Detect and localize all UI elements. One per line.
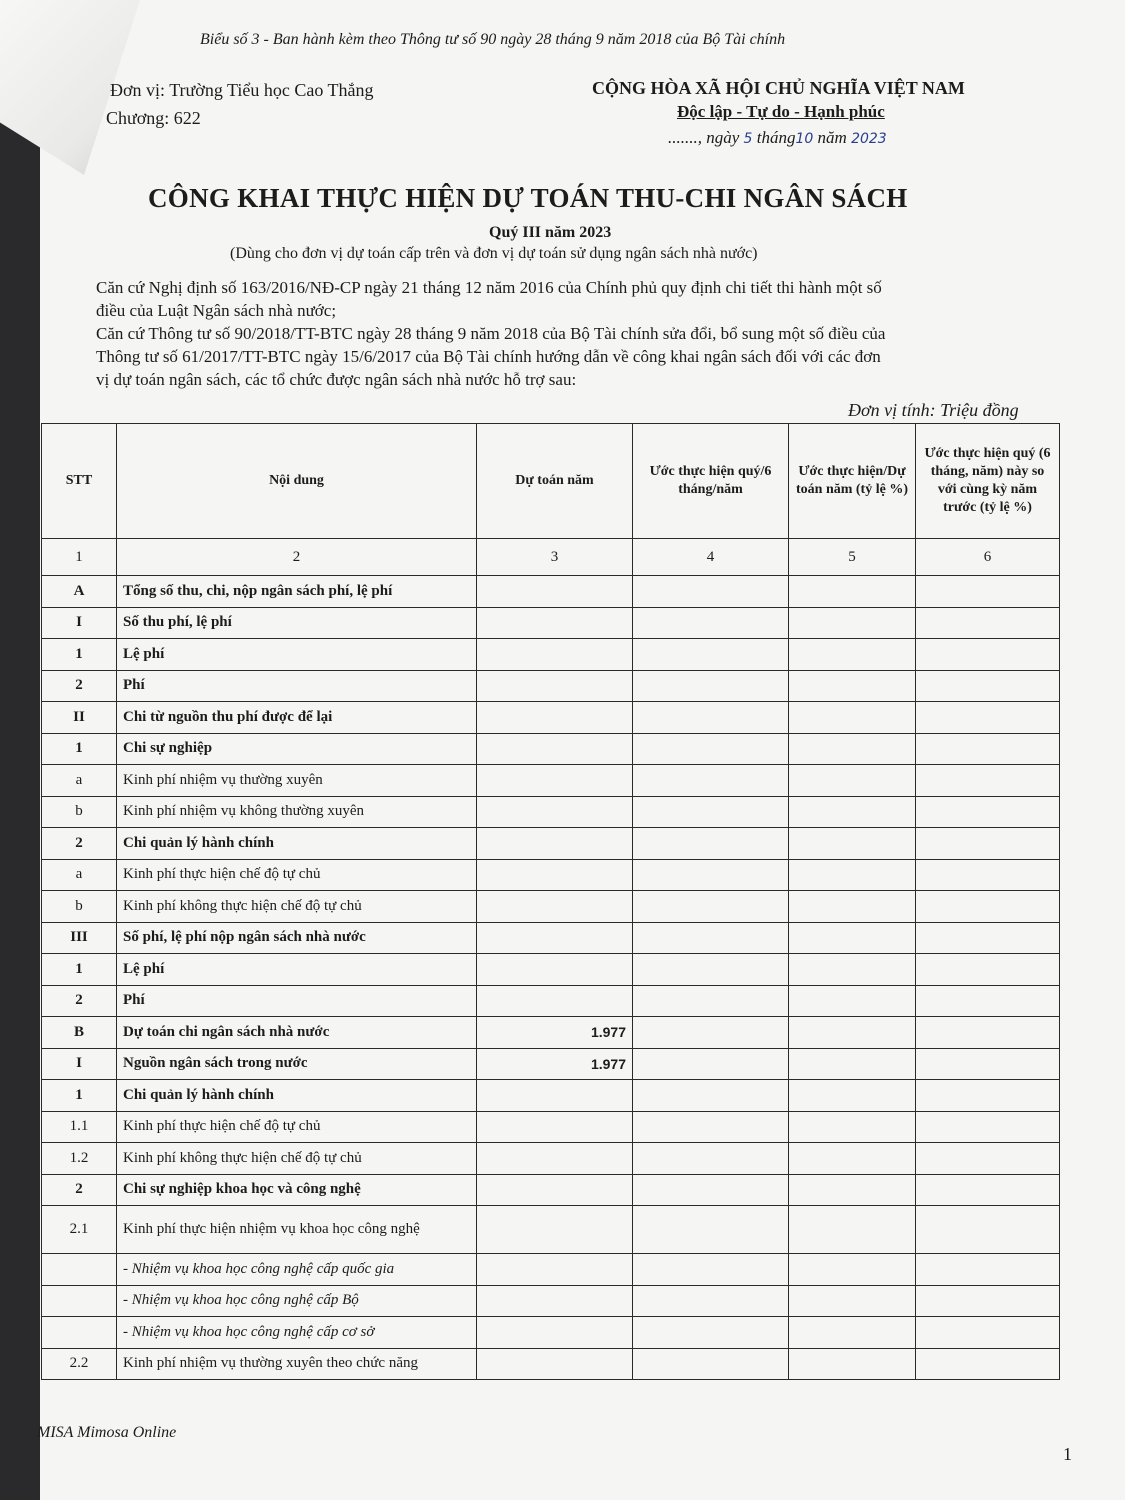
row-estimated-execution bbox=[633, 891, 789, 923]
motto: Độc lập - Tự do - Hạnh phúc bbox=[677, 102, 885, 121]
row-execution-ratio bbox=[789, 859, 916, 891]
row-stt: 2 bbox=[42, 1174, 117, 1206]
row-content: Kinh phí không thực hiện chế độ tự chủ bbox=[117, 891, 477, 923]
row-estimated-execution bbox=[633, 1285, 789, 1317]
row-content: Dự toán chi ngân sách nhà nước bbox=[117, 1017, 477, 1049]
row-annual-estimate bbox=[477, 859, 633, 891]
row-stt: I bbox=[42, 607, 117, 639]
row-yoy-ratio bbox=[916, 1174, 1060, 1206]
row-stt: 1.2 bbox=[42, 1143, 117, 1175]
col-number: 1 bbox=[42, 539, 117, 576]
row-content: Phí bbox=[117, 985, 477, 1017]
row-content: Kinh phí thực hiện nhiệm vụ khoa học công nghệ bbox=[117, 1206, 477, 1254]
row-yoy-ratio bbox=[916, 1048, 1060, 1080]
row-estimated-execution bbox=[633, 1111, 789, 1143]
row-execution-ratio bbox=[789, 985, 916, 1017]
row-annual-estimate bbox=[477, 985, 633, 1017]
row-execution-ratio bbox=[789, 1017, 916, 1049]
table-row bbox=[42, 1348, 1060, 1380]
row-yoy-ratio bbox=[916, 1017, 1060, 1049]
row-execution-ratio bbox=[789, 1080, 916, 1112]
row-annual-estimate bbox=[477, 1174, 633, 1206]
row-yoy-ratio bbox=[916, 1080, 1060, 1112]
row-content: Kinh phí không thực hiện chế độ tự chủ bbox=[117, 1143, 477, 1175]
row-annual-estimate bbox=[477, 607, 633, 639]
row-yoy-ratio bbox=[916, 1143, 1060, 1175]
row-estimated-execution bbox=[633, 1143, 789, 1175]
row-yoy-ratio bbox=[916, 702, 1060, 734]
row-content: Kinh phí nhiệm vụ không thường xuyên bbox=[117, 796, 477, 828]
row-yoy-ratio bbox=[916, 1111, 1060, 1143]
row-yoy-ratio bbox=[916, 954, 1060, 986]
row-annual-estimate bbox=[477, 1254, 633, 1286]
table-row bbox=[42, 1017, 1060, 1049]
row-stt: 2 bbox=[42, 985, 117, 1017]
country-name: CỘNG HÒA XÃ HỘI CHỦ NGHĨA VIỆT NAM bbox=[592, 78, 965, 98]
row-stt: 2.1 bbox=[42, 1206, 117, 1254]
date-prefix: ......., ngày bbox=[668, 128, 740, 147]
row-estimated-execution bbox=[633, 1348, 789, 1380]
row-annual-estimate bbox=[477, 733, 633, 765]
row-estimated-execution bbox=[633, 828, 789, 860]
row-content: - Nhiệm vụ khoa học công nghệ cấp Bộ bbox=[117, 1285, 477, 1317]
row-content: Chi sự nghiệp khoa học và công nghệ bbox=[117, 1174, 477, 1206]
row-estimated-execution bbox=[633, 859, 789, 891]
software-name: MISA Mimosa Online bbox=[37, 1424, 177, 1441]
table-row bbox=[42, 796, 1060, 828]
col-yoy-ratio: Ước thực hiện quý (6 tháng, năm) này so với cùng kỳ năm trước (tỷ lệ %) bbox=[916, 424, 1060, 539]
basis-line: Căn cứ Thông tư số 90/2018/TT-BTC ngày 28 tháng 9 năm 2018 của Bộ Tài chính sửa đổi, bổ sung một số điều của bbox=[96, 324, 886, 343]
row-stt: 2.2 bbox=[42, 1348, 117, 1380]
col-number: 5 bbox=[789, 539, 916, 576]
table-row bbox=[42, 765, 1060, 797]
currency-unit: Đơn vị tính: Triệu đồng bbox=[848, 400, 1019, 420]
row-execution-ratio bbox=[789, 1174, 916, 1206]
table-row bbox=[42, 1174, 1060, 1206]
row-annual-estimate bbox=[477, 576, 633, 608]
row-execution-ratio bbox=[789, 1048, 916, 1080]
row-execution-ratio bbox=[789, 1254, 916, 1286]
row-annual-estimate bbox=[477, 891, 633, 923]
basis-line: Thông tư số 61/2017/TT-BTC ngày 15/6/2017 của Bộ Tài chính hướng dẫn về công khai ngân sách đối với các đơn bbox=[96, 347, 881, 366]
table-row bbox=[42, 1111, 1060, 1143]
row-annual-estimate bbox=[477, 1317, 633, 1349]
chapter: Chương: 622 bbox=[106, 108, 201, 128]
col-stt: STT bbox=[42, 424, 117, 539]
row-estimated-execution bbox=[633, 702, 789, 734]
row-annual-estimate bbox=[477, 1285, 633, 1317]
row-content: Số thu phí, lệ phí bbox=[117, 607, 477, 639]
row-estimated-execution bbox=[633, 1206, 789, 1254]
row-estimated-execution bbox=[633, 1017, 789, 1049]
row-yoy-ratio bbox=[916, 828, 1060, 860]
table-row bbox=[42, 733, 1060, 765]
row-stt: 1 bbox=[42, 733, 117, 765]
table-row bbox=[42, 954, 1060, 986]
row-execution-ratio bbox=[789, 1143, 916, 1175]
row-estimated-execution bbox=[633, 985, 789, 1017]
row-execution-ratio bbox=[789, 670, 916, 702]
table-row bbox=[42, 985, 1060, 1017]
row-annual-estimate bbox=[477, 1206, 633, 1254]
row-yoy-ratio bbox=[916, 607, 1060, 639]
row-yoy-ratio bbox=[916, 1317, 1060, 1349]
row-annual-estimate bbox=[477, 1111, 633, 1143]
budget-table bbox=[41, 423, 1060, 1380]
row-execution-ratio bbox=[789, 733, 916, 765]
row-stt: 1 bbox=[42, 639, 117, 671]
row-content: Kinh phí nhiệm vụ thường xuyên bbox=[117, 765, 477, 797]
row-stt: 1 bbox=[42, 954, 117, 986]
row-content: Chi quản lý hành chính bbox=[117, 828, 477, 860]
row-estimated-execution bbox=[633, 733, 789, 765]
table-row bbox=[42, 576, 1060, 608]
basis-line: vị dự toán ngân sách, các tổ chức được ngân sách nhà nước hỗ trợ sau: bbox=[96, 370, 577, 389]
row-execution-ratio bbox=[789, 1111, 916, 1143]
date-month-label: tháng bbox=[756, 128, 796, 147]
row-content: Lệ phí bbox=[117, 954, 477, 986]
row-annual-estimate bbox=[477, 702, 633, 734]
table-row bbox=[42, 1206, 1060, 1254]
row-annual-estimate bbox=[477, 639, 633, 671]
table-row bbox=[42, 607, 1060, 639]
row-execution-ratio bbox=[789, 702, 916, 734]
row-execution-ratio bbox=[789, 1317, 916, 1349]
row-execution-ratio bbox=[789, 1348, 916, 1380]
row-stt: 1.1 bbox=[42, 1111, 117, 1143]
table-row bbox=[42, 670, 1060, 702]
row-estimated-execution bbox=[633, 607, 789, 639]
header-row bbox=[42, 424, 1060, 539]
form-note: Biểu số 3 - Ban hành kèm theo Thông tư số 90 ngày 28 tháng 9 năm 2018 của Bộ Tài chính bbox=[200, 31, 786, 48]
row-annual-estimate bbox=[477, 796, 633, 828]
date-line bbox=[668, 128, 887, 148]
row-annual-estimate bbox=[477, 765, 633, 797]
row-content: Số phí, lệ phí nộp ngân sách nhà nước bbox=[117, 922, 477, 954]
row-annual-estimate bbox=[477, 954, 633, 986]
row-stt bbox=[42, 1317, 117, 1349]
row-yoy-ratio bbox=[916, 796, 1060, 828]
date-day: 5 bbox=[743, 131, 753, 147]
row-annual-estimate: 1.977 bbox=[477, 1017, 633, 1049]
row-stt: b bbox=[42, 796, 117, 828]
row-annual-estimate: 1.977 bbox=[477, 1048, 633, 1080]
row-stt: B bbox=[42, 1017, 117, 1049]
unit-name: Đơn vị: Trường Tiểu học Cao Thắng bbox=[110, 80, 374, 100]
row-estimated-execution bbox=[633, 765, 789, 797]
row-content: Kinh phí thực hiện chế độ tự chủ bbox=[117, 859, 477, 891]
document-subtitle: Quý III năm 2023 bbox=[489, 224, 612, 241]
col-number: 4 bbox=[633, 539, 789, 576]
row-annual-estimate bbox=[477, 922, 633, 954]
date-year: 2023 bbox=[851, 131, 887, 147]
col-number: 2 bbox=[117, 539, 477, 576]
table-row bbox=[42, 891, 1060, 923]
table-row bbox=[42, 922, 1060, 954]
row-execution-ratio bbox=[789, 765, 916, 797]
table-row bbox=[42, 1080, 1060, 1112]
row-content: Tổng số thu, chi, nộp ngân sách phí, lệ phí bbox=[117, 576, 477, 608]
table-row bbox=[42, 1048, 1060, 1080]
row-yoy-ratio bbox=[916, 576, 1060, 608]
row-stt: II bbox=[42, 702, 117, 734]
row-yoy-ratio bbox=[916, 670, 1060, 702]
column-number-row bbox=[42, 539, 1060, 576]
col-number: 3 bbox=[477, 539, 633, 576]
row-yoy-ratio bbox=[916, 859, 1060, 891]
row-content: Chi sự nghiệp bbox=[117, 733, 477, 765]
row-estimated-execution bbox=[633, 954, 789, 986]
row-annual-estimate bbox=[477, 828, 633, 860]
row-stt bbox=[42, 1254, 117, 1286]
col-content: Nội dung bbox=[117, 424, 477, 539]
col-annual-estimate: Dự toán năm bbox=[477, 424, 633, 539]
col-execution-ratio: Ước thực hiện/Dự toán năm (tỷ lệ %) bbox=[789, 424, 916, 539]
row-content: Chi từ nguồn thu phí được để lại bbox=[117, 702, 477, 734]
usage-note: (Dùng cho đơn vị dự toán cấp trên và đơn vị dự toán sử dụng ngân sách nhà nước) bbox=[230, 245, 758, 262]
col-number: 6 bbox=[916, 539, 1060, 576]
row-yoy-ratio bbox=[916, 891, 1060, 923]
row-content: Chi quản lý hành chính bbox=[117, 1080, 477, 1112]
row-yoy-ratio bbox=[916, 733, 1060, 765]
table-row bbox=[42, 1317, 1060, 1349]
row-annual-estimate bbox=[477, 1143, 633, 1175]
row-yoy-ratio bbox=[916, 1285, 1060, 1317]
basis-line: điều của Luật Ngân sách nhà nước; bbox=[96, 301, 337, 320]
row-execution-ratio bbox=[789, 1285, 916, 1317]
row-execution-ratio bbox=[789, 891, 916, 923]
row-yoy-ratio bbox=[916, 639, 1060, 671]
legal-basis bbox=[96, 276, 885, 391]
row-estimated-execution bbox=[633, 1317, 789, 1349]
document-title: CÔNG KHAI THỰC HIỆN DỰ TOÁN THU-CHI NGÂN SÁCH bbox=[148, 183, 908, 213]
table-row bbox=[42, 828, 1060, 860]
table-row bbox=[42, 1143, 1060, 1175]
row-stt: 2 bbox=[42, 828, 117, 860]
row-content: Nguồn ngân sách trong nước bbox=[117, 1048, 477, 1080]
row-estimated-execution bbox=[633, 922, 789, 954]
row-estimated-execution bbox=[633, 1080, 789, 1112]
row-stt: A bbox=[42, 576, 117, 608]
row-annual-estimate bbox=[477, 1348, 633, 1380]
row-stt: b bbox=[42, 891, 117, 923]
row-execution-ratio bbox=[789, 607, 916, 639]
row-execution-ratio bbox=[789, 954, 916, 986]
table-row bbox=[42, 859, 1060, 891]
row-yoy-ratio bbox=[916, 985, 1060, 1017]
row-yoy-ratio bbox=[916, 922, 1060, 954]
table-row bbox=[42, 1285, 1060, 1317]
row-execution-ratio bbox=[789, 576, 916, 608]
row-estimated-execution bbox=[633, 639, 789, 671]
row-yoy-ratio bbox=[916, 1206, 1060, 1254]
row-estimated-execution bbox=[633, 1254, 789, 1286]
row-execution-ratio bbox=[789, 796, 916, 828]
row-content: Kinh phí thực hiện chế độ tự chủ bbox=[117, 1111, 477, 1143]
row-execution-ratio bbox=[789, 639, 916, 671]
row-yoy-ratio bbox=[916, 1254, 1060, 1286]
date-year-label: năm bbox=[817, 128, 847, 147]
row-stt bbox=[42, 1285, 117, 1317]
row-estimated-execution bbox=[633, 670, 789, 702]
row-stt: a bbox=[42, 859, 117, 891]
row-execution-ratio bbox=[789, 828, 916, 860]
row-content: Lệ phí bbox=[117, 639, 477, 671]
row-stt: III bbox=[42, 922, 117, 954]
table-row bbox=[42, 702, 1060, 734]
row-content: - Nhiệm vụ khoa học công nghệ cấp cơ sở bbox=[117, 1317, 477, 1349]
row-annual-estimate bbox=[477, 670, 633, 702]
row-stt: a bbox=[42, 765, 117, 797]
row-estimated-execution bbox=[633, 796, 789, 828]
row-yoy-ratio bbox=[916, 1348, 1060, 1380]
row-content: Phí bbox=[117, 670, 477, 702]
col-estimated-execution: Ước thực hiện quý/6 tháng/năm bbox=[633, 424, 789, 539]
page-number: 1 bbox=[1063, 1444, 1072, 1464]
date-month: 10 bbox=[795, 131, 814, 147]
row-stt: 2 bbox=[42, 670, 117, 702]
table-row bbox=[42, 639, 1060, 671]
row-content: Kinh phí nhiệm vụ thường xuyên theo chức năng bbox=[117, 1348, 477, 1380]
row-execution-ratio bbox=[789, 922, 916, 954]
row-stt: 1 bbox=[42, 1080, 117, 1112]
row-annual-estimate bbox=[477, 1080, 633, 1112]
row-estimated-execution bbox=[633, 1048, 789, 1080]
table-row bbox=[42, 1254, 1060, 1286]
basis-line: Căn cứ Nghị định số 163/2016/NĐ-CP ngày 21 tháng 12 năm 2016 của Chính phủ quy định chi tiết thi hành một số bbox=[96, 278, 882, 297]
row-execution-ratio bbox=[789, 1206, 916, 1254]
row-estimated-execution bbox=[633, 576, 789, 608]
row-content: - Nhiệm vụ khoa học công nghệ cấp quốc gia bbox=[117, 1254, 477, 1286]
row-yoy-ratio bbox=[916, 765, 1060, 797]
row-stt: I bbox=[42, 1048, 117, 1080]
row-estimated-execution bbox=[633, 1174, 789, 1206]
